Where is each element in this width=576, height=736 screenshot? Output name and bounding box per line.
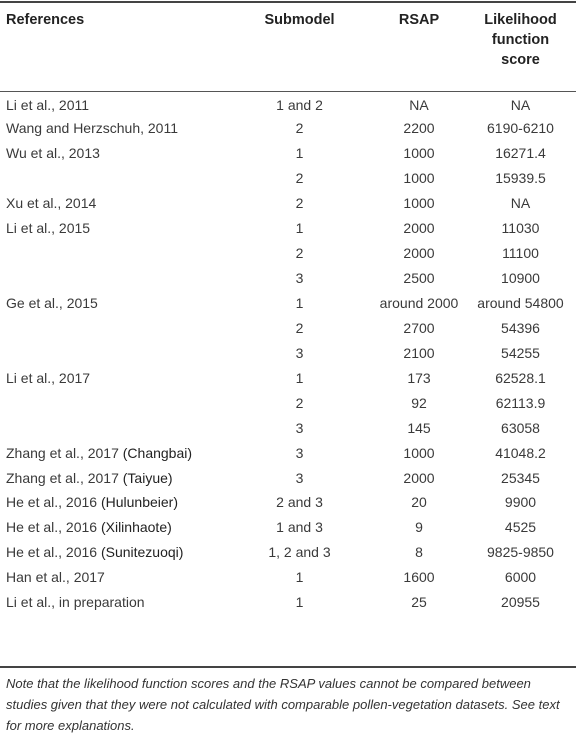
cell-rsap: 1000 bbox=[403, 145, 435, 162]
cell-reference bbox=[0, 415, 226, 440]
cell-submodel: 1 bbox=[295, 220, 304, 237]
cell-rsap: 20 bbox=[411, 494, 427, 511]
cell-submodel: 2 bbox=[295, 319, 304, 336]
reference-site: (Taiyue) bbox=[122, 469, 173, 486]
table-row bbox=[0, 590, 576, 615]
reference-text: Li et al., 2017 bbox=[6, 369, 91, 386]
reference-site: (Xilinhaote) bbox=[100, 519, 172, 536]
reference-text: Zhang et al., 2017 bbox=[6, 469, 119, 486]
cell-likelihood-score: 54396 bbox=[501, 319, 540, 336]
cell-likelihood-score: 25345 bbox=[501, 469, 540, 486]
cell-likelihood-score: 11100 bbox=[502, 245, 539, 262]
table-row bbox=[0, 241, 576, 266]
cell-likelihood-score: 15939.5 bbox=[495, 170, 546, 187]
cell-rsap: 1000 bbox=[403, 170, 435, 187]
cell-submodel: 3 bbox=[295, 419, 304, 436]
header-row bbox=[0, 4, 576, 91]
reference-text: Ge et al., 2015 bbox=[6, 294, 98, 311]
cell-rsap: 2000 bbox=[403, 469, 435, 486]
table-row bbox=[0, 515, 576, 540]
reference-text: He et al., 2016 bbox=[6, 494, 98, 511]
reference-text: Li et al., 2011 bbox=[6, 96, 90, 113]
cell-reference bbox=[0, 540, 226, 565]
cell-likelihood-score: 9825-9850 bbox=[487, 544, 554, 561]
cell-likelihood-score: 11030 bbox=[501, 220, 540, 237]
cell-rsap: 2000 bbox=[403, 245, 435, 262]
table-row bbox=[0, 340, 576, 365]
cell-rsap: 1000 bbox=[403, 195, 435, 212]
table-row bbox=[0, 315, 576, 340]
reference-text: Zhang et al., 2017 bbox=[6, 444, 119, 461]
table-body bbox=[0, 91, 576, 615]
cell-likelihood-score: 10900 bbox=[501, 270, 540, 287]
cell-submodel: 1 and 3 bbox=[276, 519, 323, 536]
table-row bbox=[0, 291, 576, 316]
cell-reference bbox=[0, 241, 226, 266]
cell-reference bbox=[0, 116, 226, 141]
table-row bbox=[0, 216, 576, 241]
table-row bbox=[0, 266, 576, 291]
cell-likelihood-score: 16271.4 bbox=[495, 145, 546, 162]
cell-likelihood-score: 54255 bbox=[501, 344, 540, 361]
cell-reference bbox=[0, 141, 226, 166]
cell-submodel: 2 bbox=[295, 394, 304, 411]
cell-reference bbox=[0, 390, 226, 415]
header-likelihood-line1: Likelihood bbox=[484, 12, 557, 28]
cell-reference bbox=[0, 565, 226, 590]
table-row bbox=[0, 166, 576, 191]
cell-rsap: 9 bbox=[415, 519, 423, 536]
cell-rsap: 2000 bbox=[403, 220, 435, 237]
cell-rsap: 25 bbox=[411, 594, 427, 611]
cell-rsap: 2700 bbox=[403, 319, 435, 336]
cell-rsap: 173 bbox=[407, 369, 431, 386]
cell-likelihood-score: NA bbox=[510, 195, 531, 212]
cell-reference bbox=[0, 91, 226, 116]
reference-text: Wu et al., 2013 bbox=[6, 145, 100, 162]
header-rsap: RSAP bbox=[398, 12, 440, 28]
cell-reference bbox=[0, 166, 226, 191]
cell-submodel: 3 bbox=[295, 469, 304, 486]
reference-site: (Sunitezuoqi) bbox=[100, 544, 184, 561]
cell-likelihood-score: 62528.1 bbox=[495, 369, 546, 386]
reference-site: (Hulunbeier) bbox=[100, 494, 178, 511]
cell-likelihood-score: 63058 bbox=[501, 419, 540, 436]
reference-text: Li et al., in preparation bbox=[6, 594, 145, 611]
cell-rsap: 2500 bbox=[403, 270, 435, 287]
table-row bbox=[0, 390, 576, 415]
cell-submodel: 2 bbox=[295, 170, 304, 187]
cell-reference bbox=[0, 315, 226, 340]
bottom-rule bbox=[0, 666, 576, 668]
table-row bbox=[0, 365, 576, 390]
cell-likelihood-score: 20955 bbox=[501, 594, 540, 611]
table-row bbox=[0, 465, 576, 490]
header-submodel: Submodel bbox=[264, 12, 335, 28]
header-references: References bbox=[6, 12, 85, 28]
cell-submodel: 1 bbox=[295, 569, 304, 586]
reference-text: Wang and Herzschuh, 2011 bbox=[6, 120, 178, 137]
cell-likelihood-score: 9900 bbox=[504, 494, 537, 511]
cell-rsap: 92 bbox=[411, 394, 427, 411]
table-row bbox=[0, 540, 576, 565]
cell-reference bbox=[0, 266, 226, 291]
cell-submodel: 1 bbox=[295, 145, 304, 162]
table-row bbox=[0, 440, 576, 465]
cell-reference bbox=[0, 515, 226, 540]
table-row bbox=[0, 116, 576, 141]
table-row bbox=[0, 91, 576, 116]
reference-text: Han et al., 2017 bbox=[6, 569, 105, 586]
cell-reference bbox=[0, 365, 226, 390]
header-likelihood-line2: function bbox=[491, 32, 550, 48]
cell-reference bbox=[0, 490, 226, 515]
table-row bbox=[0, 565, 576, 590]
reference-text: Li et al., 2015 bbox=[6, 220, 91, 237]
cell-submodel: 1, 2 and 3 bbox=[268, 544, 331, 561]
cell-submodel: 1 bbox=[295, 369, 304, 386]
cell-likelihood-score: NA bbox=[510, 96, 531, 113]
cell-submodel: 3 bbox=[295, 270, 304, 287]
rsap-table bbox=[0, 4, 576, 615]
cell-reference bbox=[0, 191, 226, 216]
cell-submodel: 1 bbox=[295, 594, 304, 611]
cell-submodel: 2 bbox=[295, 120, 304, 137]
cell-reference bbox=[0, 440, 226, 465]
reference-text: He et al., 2016 bbox=[6, 519, 98, 536]
cell-rsap: 8 bbox=[415, 544, 423, 561]
cell-rsap: NA bbox=[409, 96, 429, 113]
table-row bbox=[0, 191, 576, 216]
cell-likelihood-score: 62113.9 bbox=[495, 394, 546, 411]
cell-reference bbox=[0, 465, 226, 490]
table-row bbox=[0, 490, 576, 515]
table-row bbox=[0, 415, 576, 440]
reference-text: Xu et al., 2014 bbox=[6, 195, 97, 212]
cell-rsap: 2200 bbox=[403, 120, 435, 137]
cell-submodel: 1 and 2 bbox=[276, 96, 323, 113]
cell-reference bbox=[0, 590, 226, 615]
table-row bbox=[0, 141, 576, 166]
reference-text: He et al., 2016 bbox=[6, 544, 98, 561]
cell-reference bbox=[0, 291, 226, 316]
cell-submodel: 3 bbox=[295, 344, 304, 361]
cell-reference bbox=[0, 216, 226, 241]
top-rule bbox=[0, 1, 576, 3]
table-footnote: Note that the likelihood function scores and the RSAP values cannot be compared between studies given that they were not calculated with comparable pollen-vegetation datasets. See text for more explanations. bbox=[6, 676, 560, 733]
reference-site: (Changbai) bbox=[122, 444, 193, 461]
cell-reference bbox=[0, 340, 226, 365]
cell-likelihood-score: 41048.2 bbox=[495, 444, 546, 461]
cell-submodel: 1 bbox=[295, 294, 304, 311]
cell-likelihood-score: 6190-6210 bbox=[487, 120, 554, 137]
header-likelihood-score bbox=[465, 4, 576, 91]
header-likelihood-line3: score bbox=[501, 52, 540, 68]
cell-likelihood-score: around 54800 bbox=[477, 294, 564, 311]
cell-likelihood-score: 6000 bbox=[504, 569, 537, 586]
cell-rsap: 145 bbox=[407, 419, 431, 436]
cell-submodel: 2 and 3 bbox=[276, 494, 323, 511]
cell-rsap: 1000 bbox=[403, 444, 435, 461]
cell-rsap: 1600 bbox=[403, 569, 435, 586]
cell-submodel: 2 bbox=[295, 195, 304, 212]
cell-rsap: around 2000 bbox=[379, 294, 459, 311]
cell-submodel: 2 bbox=[295, 245, 304, 262]
cell-rsap: 2100 bbox=[403, 344, 435, 361]
cell-submodel: 3 bbox=[295, 444, 304, 461]
cell-likelihood-score: 4525 bbox=[504, 519, 537, 536]
